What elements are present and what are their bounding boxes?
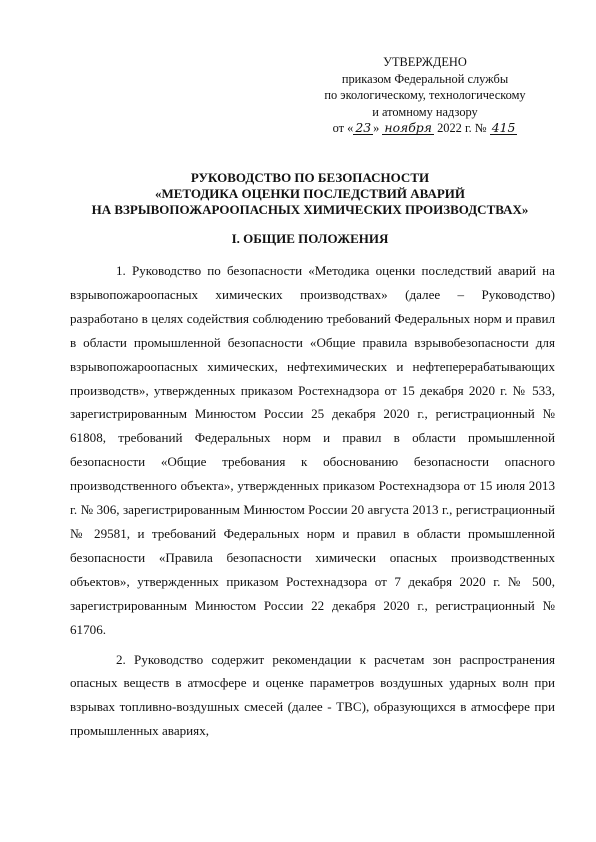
- title-line-1: РУКОВОДСТВО ПО БЕЗОПАСНОСТИ: [190, 170, 430, 185]
- approval-date-line: [290, 120, 560, 137]
- handwritten-month: ноября: [384, 120, 432, 135]
- handwritten-order-number: 415: [491, 120, 516, 135]
- date-prefix: от «: [332, 121, 354, 135]
- approval-line-2: по экологическому, технологическому: [324, 88, 526, 102]
- document-title: [60, 170, 560, 218]
- approval-heading: УТВЕРЖДЕНО: [383, 55, 467, 69]
- section-heading: I. ОБЩИЕ ПОЛОЖЕНИЯ: [231, 231, 389, 246]
- title-line-3: НА ВЗРЫВОПОЖАРООПАСНЫХ ХИМИЧЕСКИХ ПРОИЗВОДСТВАХ»: [91, 202, 529, 217]
- approval-line-3: и атомному надзору: [372, 104, 478, 119]
- approval-line-1: приказом Федеральной службы: [341, 71, 509, 86]
- date-year: 2022 г. №: [437, 121, 487, 135]
- handwritten-day: 23: [355, 120, 372, 135]
- date-mid: »: [373, 121, 380, 135]
- approval-stamp: [290, 54, 560, 137]
- title-line-2: «МЕТОДИКА ОЦЕНКИ ПОСЛЕДСТВИЙ АВАРИЙ: [154, 186, 466, 201]
- document-body: [70, 259, 555, 743]
- paragraph-2: 2. Руководство содержит рекомендации к расчетам зон распространения опасных веществ в атмосфере и оценке параметров воздушных ударных волн при взрывах топливно-воздушных смесей (далее - ТВС), образующихся в атмосфере при промышленных авариях,: [70, 651, 555, 739]
- paragraph-1: 1. Руководство по безопасности «Методика оценки последствий аварий на взрывопожароопасных химических производствах» (далее – Руководство) разработано в целях содействия соблюдению требований Федеральных норм и правил в области промышленной безопасности «Общие правила взрывобезопасности для взрывопожароопасных химических, нефтехимических и нефтеперерабатывающих производств», утвержденных приказом Ростехнадзора от 15 декабря 2020 г. № 533, зарегистрированным Минюстом России 25 декабря 2020 г., регистрационный № 61808, требований Федеральных норм и правил в области промышленной безопасности «Общие требования к обоснованию безопасности опасного производственного объекта», утвержденных приказом Ростехнадзора от 15 июля 2013 г. № 306, зарегистрированным Минюстом России 20 августа 2013 г., регистрационный № 29581, и требований Федеральных норм и правил в области промышленной безопасности «Правила безопасности химически опасных производственных объектов», утвержденных приказом Ростехнадзора от 7 декабря 2020 г. № 500, зарегистрированным Минюстом России 22 декабря 2020 г., регистрационный № 61706.: [70, 263, 555, 637]
